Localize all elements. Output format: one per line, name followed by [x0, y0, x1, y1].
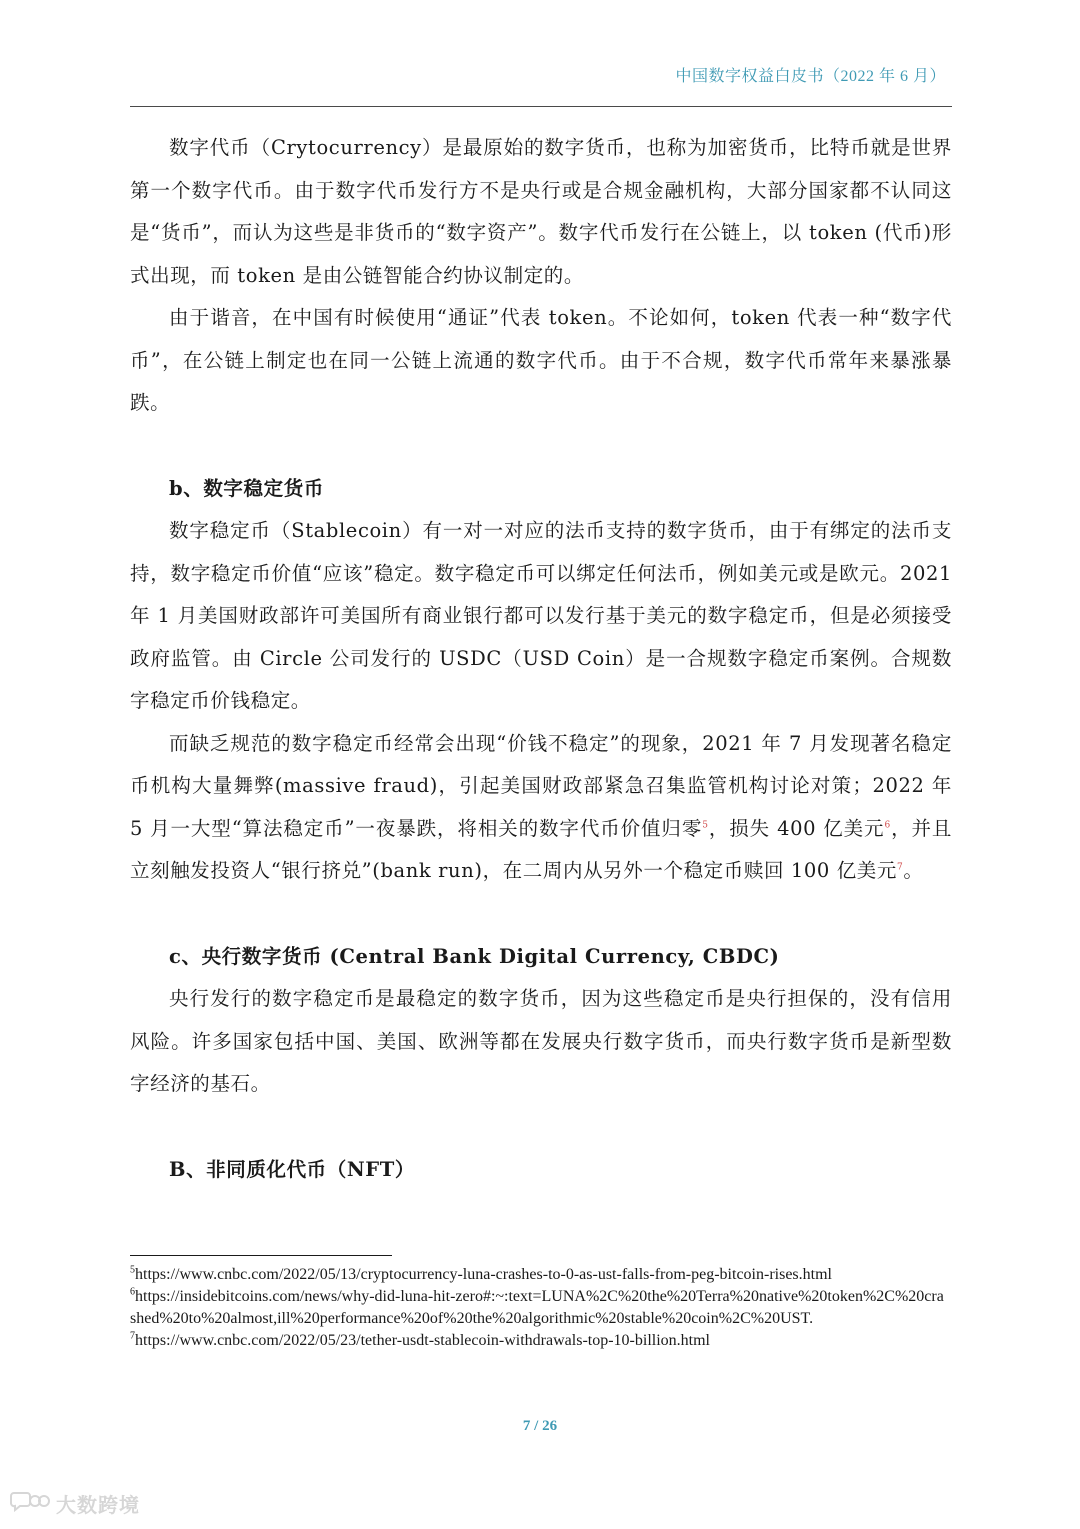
- footnote-number: 5: [130, 1264, 135, 1276]
- footnote-ref-7[interactable]: 7: [897, 862, 904, 873]
- footnote-ref-5[interactable]: 5: [702, 820, 709, 830]
- document-body: [130, 127, 952, 1191]
- paragraph-token-note: 由于谐音，在中国有时候使用“通证”代表 token。不论如何，token 代表一种“数字代币”，在公链上制定也在同一公链上流通的数字代币。由于不合规，数字代币常年来暴涨暴跌。: [130, 306, 952, 414]
- footnotes: [130, 1264, 950, 1352]
- watermark-logo-icon: [10, 1489, 50, 1518]
- footnote-link[interactable]: https://insidebitcoins.com/news/why-did-luna-hit-zero#:~:text=LUNA%2C%20the%20Terra%20native%20token%2C%20crashed%20to%20almost,ill%20performance%20of%20the%20algorithmic%20stable%20coin%2C%20UST.: [130, 1288, 944, 1327]
- paragraph-cbdc: 央行发行的数字稳定币是最稳定的数字货币，因为这些稳定币是央行担保的，没有信用风险。许多国家包括中国、美国、欧洲等都在发展央行数字货币，而央行数字货币是新型数字经济的基石。: [130, 987, 952, 1095]
- footnote-link[interactable]: https://www.cnbc.com/2022/05/13/cryptocurrency-luna-crashes-to-0-as-ust-falls-from-peg-bitcoin-rises.html: [135, 1266, 832, 1283]
- watermark: [10, 1489, 140, 1518]
- header-rule: [130, 106, 952, 107]
- footnote-number: 6: [130, 1286, 135, 1298]
- watermark-text: 大数跨境: [56, 1493, 140, 1517]
- header-title: 中国数字权益白皮书（2022 年 6 月）: [675, 68, 946, 85]
- heading-cbdc: c、央行数字货币 (Central Bank Digital Currency, CBDC): [169, 944, 780, 968]
- footnote-5: [130, 1264, 950, 1286]
- footnote-rule: [130, 1255, 392, 1256]
- footnote-6: [130, 1286, 950, 1330]
- paragraph-stablecoin-risk: 而缺乏规范的数字稳定币经常会出现“价钱不稳定”的现象，2021 年 7 月发现著名稳定币机构大量舞弊(massive fraud)，引起美国财政部紧急召集监管机构讨论对策；2022 年 5 月一大型“算法稳定币”一夜暴跌，将相关的数字代币价值归零$^5$，损失 400 亿美元$^6$，并且立刻触发投资人“银行挤兑”(bank run)，在二周内从另外一个稳定币赎回 100 亿美元$^7$。: [130, 731, 952, 882]
- page-number: 7 / 26: [522, 1418, 558, 1434]
- footnote-link[interactable]: https://www.cnbc.com/2022/05/23/tether-usdt-stablecoin-withdrawals-top-10-billion.html: [135, 1332, 710, 1349]
- heading-stablecoin: b、数字稳定货币: [169, 476, 324, 500]
- paragraph-crypto-intro: 数字代币（Crytocurrency）是最原始的数字货币，也称为加密货币，比特币就是世界第一个数字代币。由于数字代币发行方不是央行或是合规金融机构，大部分国家都不认同这是“货币”，而认为这些是非货币的“数字资产”。数字代币发行在公链上，以 token (代币)形式出现，而 token 是由公链智能合约协议制定的。: [130, 136, 952, 287]
- footnote-7: [130, 1330, 950, 1352]
- footnote-number: 7: [130, 1330, 135, 1342]
- paragraph-stablecoin: 数字稳定币（Stablecoin）有一对一对应的法币支持的数字货币，由于有绑定的法币支持，数字稳定币价值“应该”稳定。数字稳定币可以绑定任何法币，例如美元或是欧元。2021 年 1 月美国财政部许可美国所有商业银行都可以发行基于美元的数字稳定币，但是必须接受政府监管。由 Circle 公司发行的 USDC（USD Coin）是一合规数字稳定币案例。合规数字稳定币价钱稳定。: [130, 519, 952, 712]
- heading-nft: B、非同质化代币（NFT）: [169, 1157, 415, 1181]
- footnote-ref-6[interactable]: 6: [884, 820, 891, 830]
